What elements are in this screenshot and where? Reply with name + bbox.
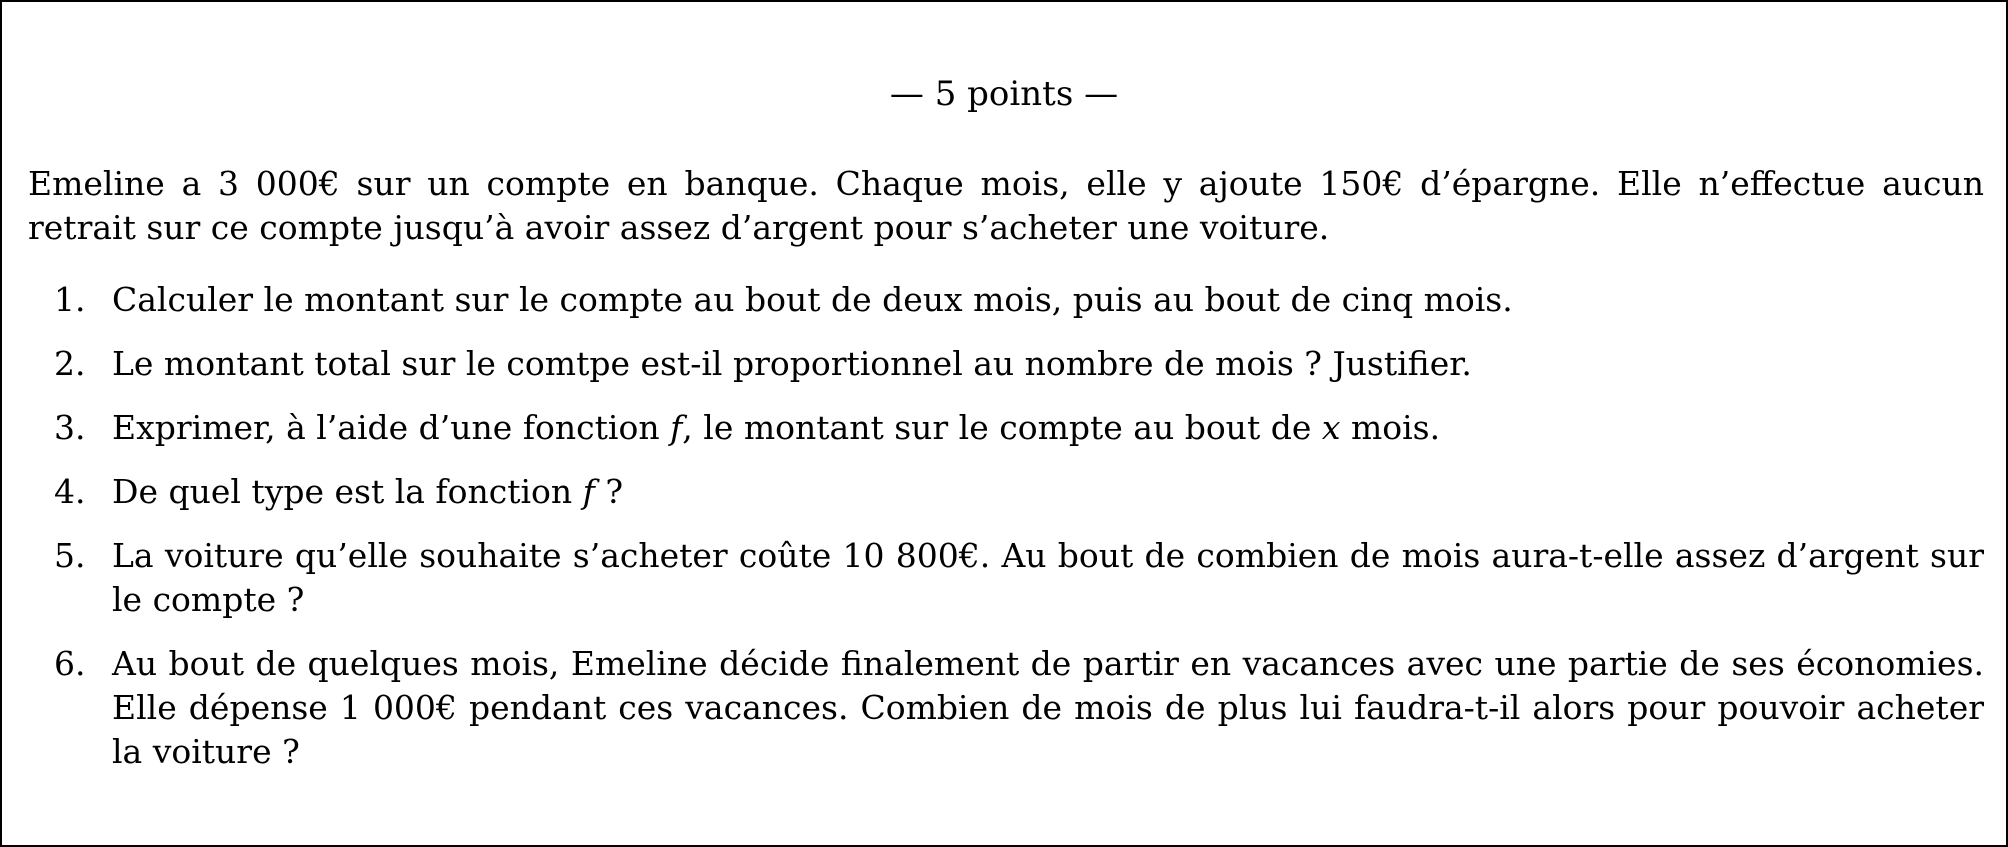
question-number: 5. (54, 536, 86, 575)
text-segment: mois. (1340, 408, 1441, 447)
question-text (112, 472, 623, 511)
question-3 (28, 406, 1984, 450)
question-number: 3. (54, 408, 86, 447)
question-text (112, 408, 1440, 447)
question-number: 4. (54, 472, 86, 511)
question-1 (28, 278, 1984, 322)
question-6 (28, 642, 1984, 774)
intro-paragraph: Emeline a 3 000€ sur un compte en banque. Chaque mois, elle y ajoute 150€ d’épargne. Elle n’effectue aucun retrait sur ce compte jusqu’à avoir assez d’argent pour s’acheter une voiture. (28, 164, 1984, 247)
points-header: — 5 points — (889, 74, 1119, 114)
question-number: 6. (54, 644, 86, 683)
text-segment: De quel type est la fonction (112, 472, 583, 511)
question-text: Le montant total sur le comtpe est-il proportionnel au nombre de mois ? Justifier. (112, 344, 1472, 383)
text-segment: ? (594, 472, 624, 511)
question-number: 2. (54, 344, 86, 383)
question-text: Au bout de quelques mois, Emeline décide finalement de partir en vacances avec une partie de ses économies. Elle dépense 1 000€ pendant ces vacances. Combien de mois de plus lui faudra-t-il alors pour pouvoir acheter la voiture ? (112, 644, 1984, 771)
math-variable-x: x (1321, 408, 1341, 447)
question-4 (28, 470, 1984, 514)
math-variable-f: f (670, 408, 683, 447)
question-5 (28, 534, 1984, 622)
text-segment: Exprimer, à l’aide d’une fonction (112, 408, 671, 447)
question-number: 1. (54, 280, 86, 319)
question-list (28, 278, 1984, 794)
question-text: Calculer le montant sur le compte au bout de deux mois, puis au bout de cinq mois. (112, 280, 1513, 319)
question-2 (28, 342, 1984, 386)
text-segment: , le montant sur le compte au bout de (682, 408, 1322, 447)
math-variable-f: f (582, 472, 595, 511)
question-text: La voiture qu’elle souhaite s’acheter coûte 10 800€. Au bout de combien de mois aura-t-elle assez d’argent sur le compte ? (112, 536, 1984, 619)
